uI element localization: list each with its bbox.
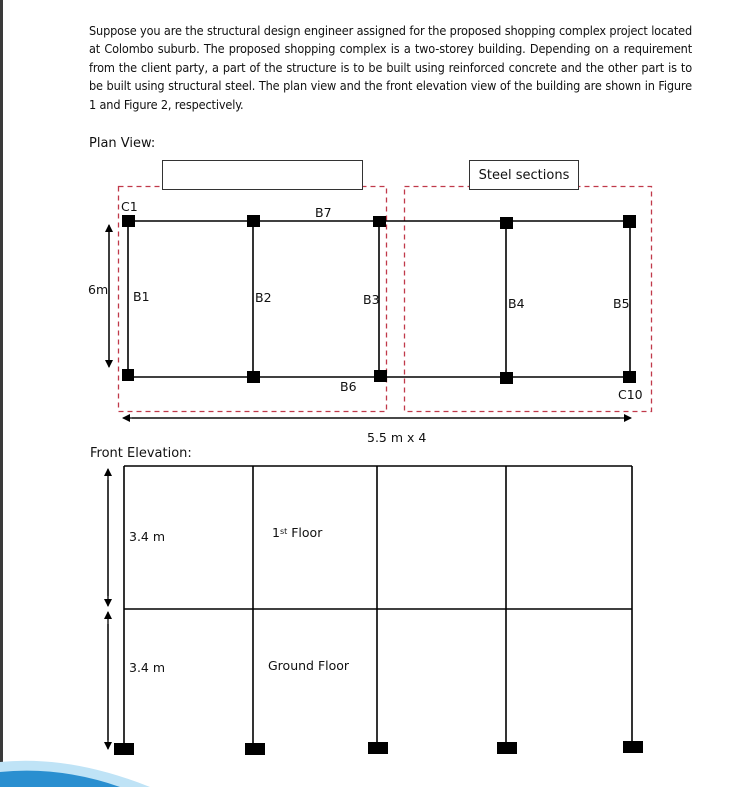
elevation-footings — [114, 741, 643, 755]
beam-label-b2: B2 — [255, 290, 272, 305]
beam-label-b4: B4 — [508, 296, 525, 311]
front-elevation-title: Front Elevation: — [90, 446, 192, 461]
dimension-label-span: 5.5 m x 4 — [367, 430, 427, 445]
dimension-label-6m: 6m — [88, 282, 109, 297]
intro-paragraph: Suppose you are the structural design engineer assigned for the proposed shopping complex project located at Colombo suburb. The proposed shopping complex is a two-storey building. Depending on a requirement from the client party, a part of the structure is to be built using reinforced concrete and the other part is to be built using structural steel. The plan view and the front elevation view of the building are shown in Figure 1 and Figure 2, respectively. — [89, 22, 692, 112]
ground-floor-label: Ground Floor — [268, 658, 350, 673]
steel-region-label-box: Steel sections — [469, 160, 579, 190]
concrete-region-label-box — [162, 160, 363, 190]
beam-label-b1: B1 — [133, 289, 150, 304]
upper-storey-height-label: 3.4 m — [129, 529, 166, 544]
decorative-swoosh — [0, 761, 150, 787]
lower-storey-height-label: 3.4 m — [129, 660, 166, 675]
column-label-c1: C1 — [121, 199, 138, 214]
plan-view-title: Plan View: — [89, 136, 156, 151]
elevation-frame — [124, 466, 632, 745]
first-floor-label: 1st Floor — [272, 525, 323, 540]
beam-label-b7: B7 — [315, 205, 332, 220]
beam-label-b3: B3 — [363, 292, 380, 307]
beam-label-b5: B5 — [613, 296, 630, 311]
column-label-c10: C10 — [618, 387, 643, 402]
beam-label-b6: B6 — [340, 379, 357, 394]
